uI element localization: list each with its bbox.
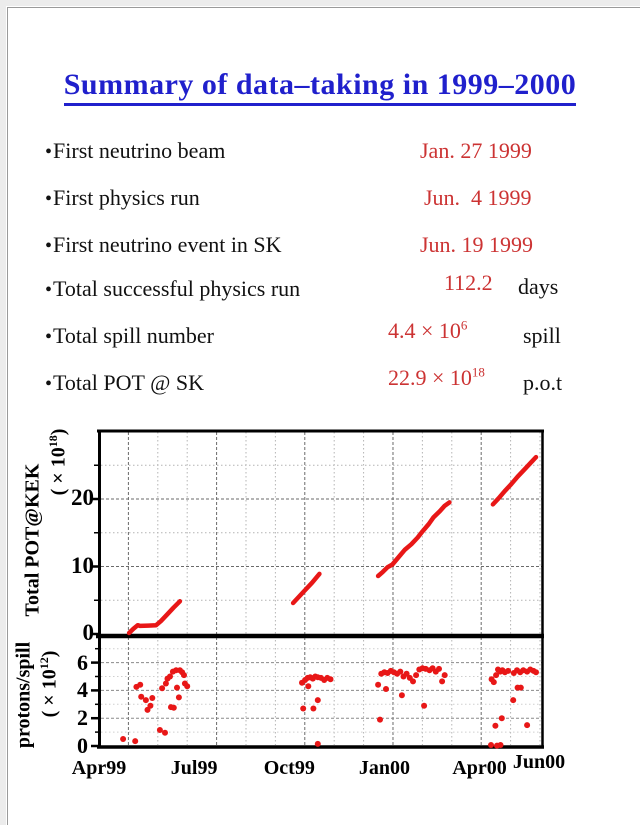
bottom-panel-y-tick-label: 2 [77, 705, 88, 731]
bullet-label: First neutrino beam [53, 138, 226, 163]
bottom-panel-y-tick-label: 6 [77, 649, 88, 675]
page-edge-line-top [7, 7, 640, 8]
chart-frame [96, 430, 544, 749]
bottom-panel-y-axis-label: protons/spill [12, 641, 35, 749]
bullet-icon: • [45, 326, 53, 348]
value-unit: p.o.t [523, 370, 563, 395]
top-panel-y-axis-label: Total POT@KEK [21, 463, 44, 617]
bullet-icon: • [45, 141, 53, 163]
page-edge-left [0, 0, 6, 825]
value-date: Jan. 27 1999 [420, 138, 532, 163]
x-tick-label: Jan00 [358, 757, 410, 779]
protons-per-spill-points [120, 665, 539, 748]
bullet-row [45, 185, 200, 211]
top-panel-y-tick-label: 0 [82, 620, 94, 645]
value-unit: spill [523, 323, 561, 348]
top-panel-y-tick-label: 20 [71, 485, 94, 510]
bullet-row [45, 370, 204, 396]
value-number: $22.9 \times 10^{18}$ [388, 364, 485, 390]
bullet-label: First physics run [53, 185, 200, 210]
x-tick-label: Apr00 [452, 757, 507, 779]
bottom-panel-y-tick-label: 0 [77, 733, 88, 758]
page-edge-line-left [7, 7, 8, 825]
bullet-label: First neutrino event in SK [53, 232, 282, 257]
bullet-row [45, 323, 214, 349]
value-date: Jun. 19 1999 [420, 232, 534, 257]
bullet-icon: • [45, 235, 53, 257]
bullet-icon: • [45, 373, 53, 395]
bottom-panel-y-axis-scale: ( × $10^{12}$) [36, 650, 61, 718]
x-tick-label: Apr99 [71, 757, 127, 779]
bullet-label: Total successful physics run [53, 276, 301, 301]
pot-accumulation-line [129, 457, 536, 633]
x-tick-label: Jul99 [170, 757, 218, 779]
x-tick-label: Jun00 [512, 751, 566, 773]
page-title: Summary of data–taking in 1999–2000 [0, 68, 640, 106]
bullet-label: Total spill number [53, 323, 215, 348]
value-unit: days [518, 274, 559, 299]
bullet-icon: • [45, 188, 53, 210]
bullet-icon: • [45, 279, 53, 301]
x-tick-label: Oct99 [263, 757, 315, 779]
value-number: 112.2 [444, 270, 493, 295]
value-number: $4.4 \times 10^6$ [388, 317, 468, 343]
bullet-row [45, 232, 282, 258]
bullet-row [45, 138, 225, 164]
top-panel-y-axis-scale: ( × $10^{18}$) [45, 428, 70, 496]
chart-grid [90, 432, 542, 746]
top-panel-y-tick-label: 10 [71, 552, 94, 578]
bottom-panel-y-tick-label: 4 [77, 677, 88, 703]
value-date: Jun. 4 1999 [424, 185, 532, 210]
page-edge-top [0, 0, 640, 6]
bullet-row [45, 276, 300, 302]
bullet-label: Total POT @ SK [53, 370, 204, 395]
